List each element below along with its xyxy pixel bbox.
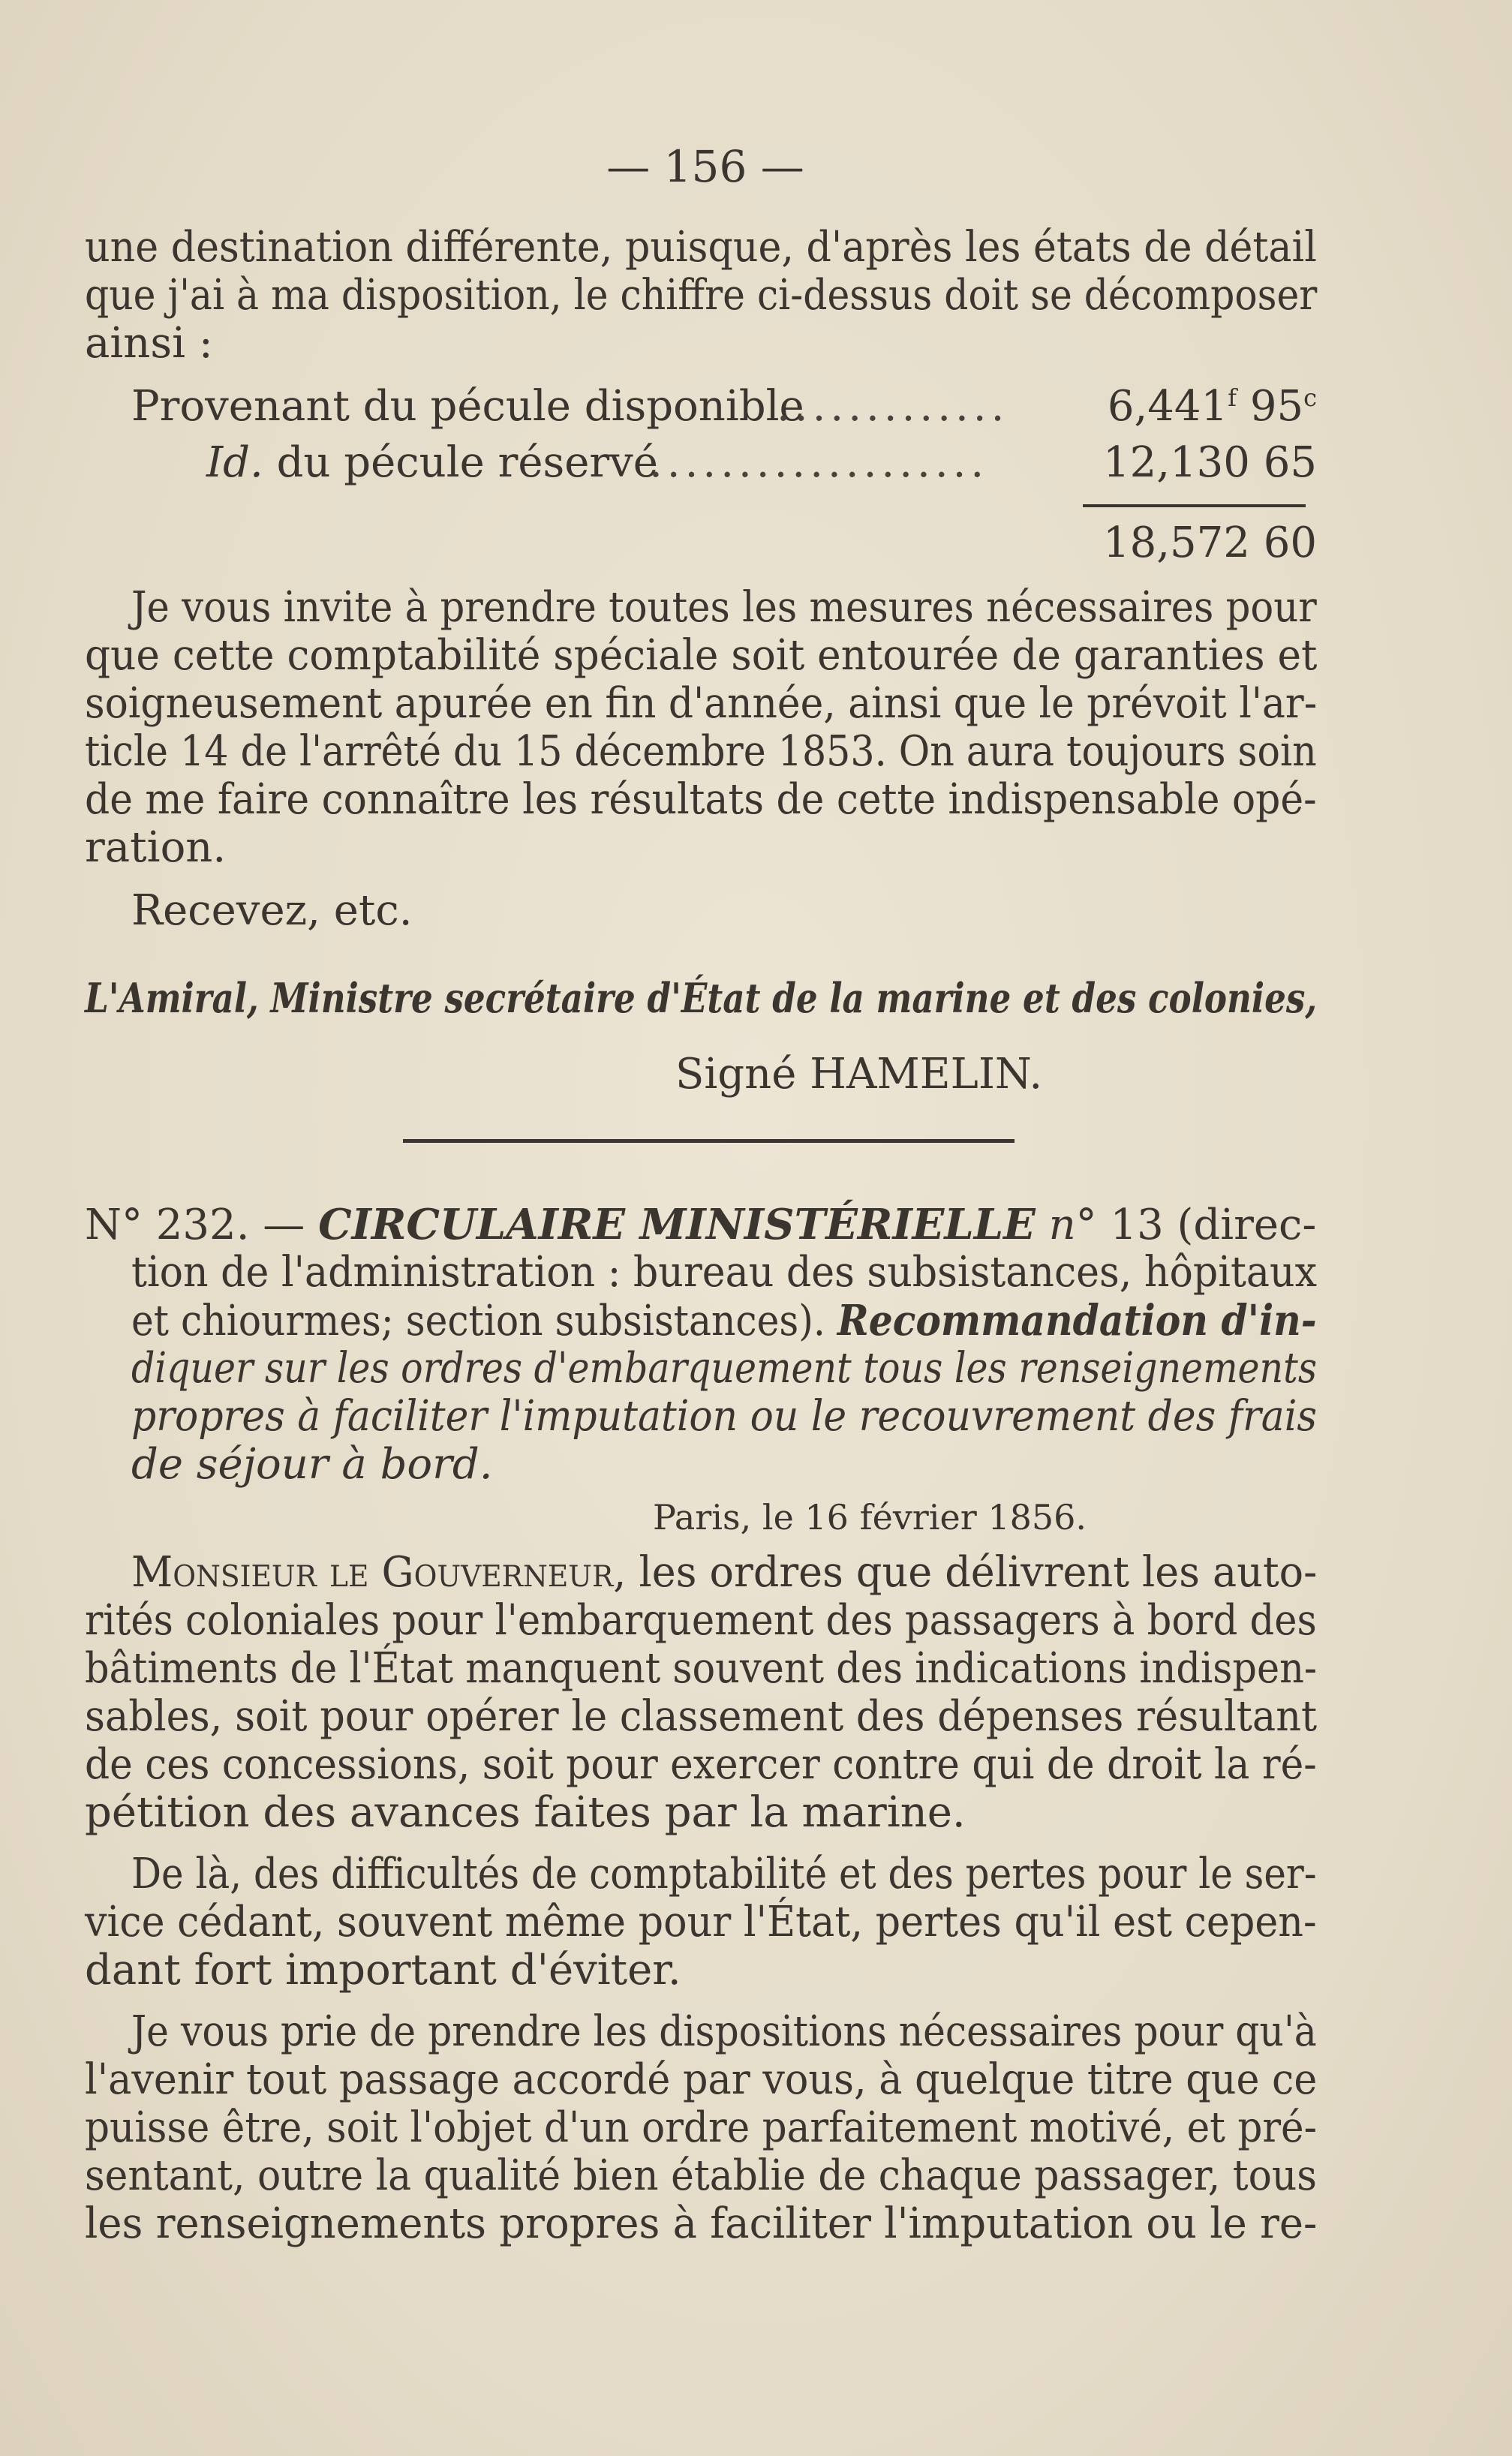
text-line: de ces concessions, soit pour exercer contre qui de droit la ré- [85, 1740, 1317, 1789]
signature: Signé HAMELIN. [675, 1050, 1043, 1099]
signatory-title: L'Amiral, Ministre secrétaire d'État de la marine et des colonies, [85, 974, 1318, 1022]
account-amount: 6,441$^f$ 95$^c$ [1107, 382, 1317, 431]
text-line: de séjour à bord. [131, 1440, 493, 1489]
account-total: 18,572 60 [1102, 519, 1317, 567]
dateline: Paris, le 16 février 1856. [653, 1497, 1087, 1538]
account-amount: 12,130 65 [1102, 438, 1317, 487]
text-line: dant fort important d'éviter. [85, 1946, 681, 1995]
text-line: propres à faciliter l'imputation ou le recouvrement des frais [131, 1392, 1318, 1441]
text-line: pétition des avances faites par la marine. [85, 1788, 966, 1837]
text-line: puisse être, soit l'objet d'un ordre parfaitement motivé, et pré- [85, 2103, 1318, 2152]
text-line: soigneusement apurée en fin d'année, ainsi que le prévoit l'ar- [85, 679, 1318, 728]
text-line: sentant, outre la qualité bien établie de chaque passager, tous [85, 2151, 1317, 2200]
text-line: que j'ai à ma disposition, le chiffre ci-dessus doit se décomposer [85, 271, 1318, 320]
text-line: vice cédant, souvent même pour l'État, pertes qu'il est cepen- [85, 1898, 1317, 1946]
circular-heading: N° 232. — CIRCULAIRE MINISTÉRIELLE n° 13 (direc- [85, 1200, 1317, 1249]
text-line: diquer sur les ordres d'embarquement tous les renseignements [131, 1344, 1317, 1393]
text-line: rités coloniales pour l'embarquement des passagers à bord des [85, 1596, 1317, 1645]
text-line: que cette comptabilité spéciale soit entourée de garanties et [85, 631, 1318, 680]
sum-rule [1083, 504, 1306, 507]
text-line: une destination différente, puisque, d'après les états de détail [85, 223, 1317, 272]
text-line: et chiourmes; section subsistances). Recommandation d'in- [131, 1296, 1317, 1345]
text-line: Je vous invite à prendre toutes les mesures nécessaires pour [131, 583, 1317, 632]
salutation: Monsieur le Gouverneur, [131, 1548, 627, 1597]
text-line: ration. [85, 823, 227, 872]
text-line: Monsieur le Gouverneur, les ordres que délivrent les auto- [131, 1548, 1318, 1597]
text-line: bâtiments de l'État manquent souvent des indications indispen- [85, 1644, 1318, 1693]
text-line: les renseignements propres à faciliter l'imputation ou le re- [85, 2199, 1318, 2248]
closing: Recevez, etc. [131, 886, 413, 935]
section-divider [403, 1139, 1015, 1143]
leader-dots: ............. [777, 382, 1009, 431]
text-line: l'avenir tout passage accordé par vous, à quelque titre que ce [85, 2055, 1318, 2104]
leader-dots: ................... [649, 438, 989, 487]
text-line: ainsi : [85, 319, 213, 368]
account-label: Provenant du pécule disponible [131, 382, 804, 431]
account-label: Id. du pécule réservé [206, 438, 658, 487]
text-line: De là, des difficultés de comptabilité et des pertes pour le ser- [131, 1850, 1317, 1898]
text-line: ticle 14 de l'arrêté du 15 décembre 1853. On aura toujours soin [85, 727, 1317, 776]
text-line: de me faire connaître les résultats de cette indispensable opé- [85, 775, 1317, 824]
page-number: — 156 — [606, 141, 804, 192]
text-line: sables, soit pour opérer le classement des dépenses résultant [85, 1692, 1318, 1741]
text-line: Je vous prie de prendre les dispositions nécessaires pour qu'à [131, 2007, 1317, 2056]
text-line: tion de l'administration : bureau des subsistances, hôpitaux [131, 1248, 1317, 1297]
